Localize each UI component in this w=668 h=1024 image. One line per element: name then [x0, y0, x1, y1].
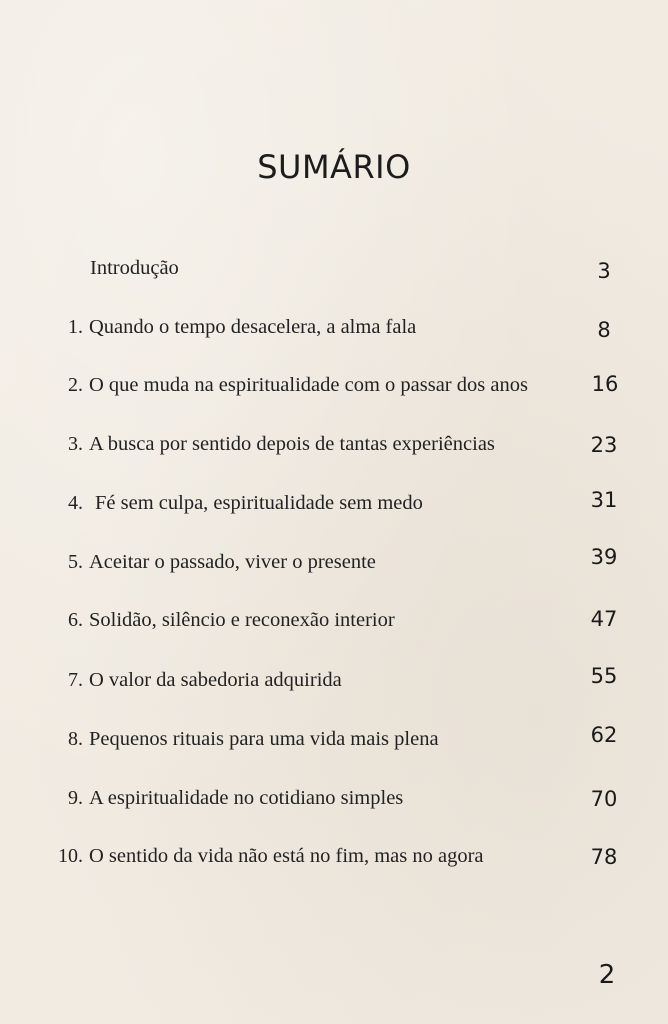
toc-entry	[0, 609, 668, 639]
toc-entry-label: O que muda na espiritualidade com o passar dos anos	[89, 374, 528, 396]
toc-entry-label: O valor da sabedoria adquirida	[89, 669, 342, 691]
toc-entry-number: 5.	[68, 551, 83, 573]
toc-entry-number: 8.	[68, 728, 83, 750]
toc-entry-label: O sentido da vida não está no fim, mas no agora	[89, 845, 484, 867]
toc-entry-page: 8	[597, 318, 611, 342]
toc-entry-label: Introdução	[90, 257, 179, 279]
toc-entry-page: 23	[590, 433, 618, 457]
toc-entry	[0, 845, 668, 875]
toc-entry-page: 47	[590, 607, 618, 631]
toc-entry-label: Quando o tempo desacelera, a alma fala	[89, 316, 417, 338]
toc-entry-number: 7.	[68, 669, 83, 691]
toc-entry-number: 9.	[68, 787, 83, 809]
page-title: SUMÁRIO	[257, 148, 411, 186]
toc-entry	[0, 488, 668, 522]
toc-entry-page: 78	[590, 845, 618, 869]
toc-entry	[0, 664, 668, 699]
toc-entry-number: 10.	[58, 845, 83, 867]
toc-entry-label: Fé sem culpa, espiritualidade sem medo	[95, 492, 423, 514]
toc-entry-page: 39	[590, 545, 618, 569]
toc-entry	[0, 545, 668, 581]
toc-entry-page: 3	[597, 259, 611, 283]
toc-entry-number: 2.	[68, 374, 83, 396]
toc-entry-number: 4.	[68, 492, 83, 514]
toc-entry-page: 70	[590, 787, 618, 811]
toc-entry-page: 16	[591, 372, 619, 396]
toc-entry-intro	[0, 257, 668, 287]
toc-entry-label: Pequenos rituais para uma vida mais plena	[89, 728, 439, 750]
toc-entry-label: Aceitar o passado, viver o presente	[89, 551, 376, 573]
toc-entry-label: A busca por sentido depois de tantas experiências	[89, 433, 495, 455]
toc-entry-page: 55	[590, 664, 618, 688]
toc-entry	[0, 723, 668, 758]
toc-entry-number: 1.	[68, 316, 83, 338]
toc-entry	[0, 316, 668, 346]
toc-entry-page: 31	[590, 488, 618, 512]
toc-entry-label: Solidão, silêncio e reconexão interior	[89, 609, 395, 631]
toc-entry	[0, 374, 668, 404]
toc-entry-label: A espiritualidade no cotidiano simples	[89, 787, 404, 809]
page-number: 2	[598, 960, 616, 990]
toc-entry-number: 6.	[68, 609, 83, 631]
toc-entry	[0, 787, 668, 817]
toc-entry-page: 62	[590, 723, 618, 747]
toc-entry	[0, 433, 668, 463]
toc-entry-number: 3.	[68, 433, 83, 455]
